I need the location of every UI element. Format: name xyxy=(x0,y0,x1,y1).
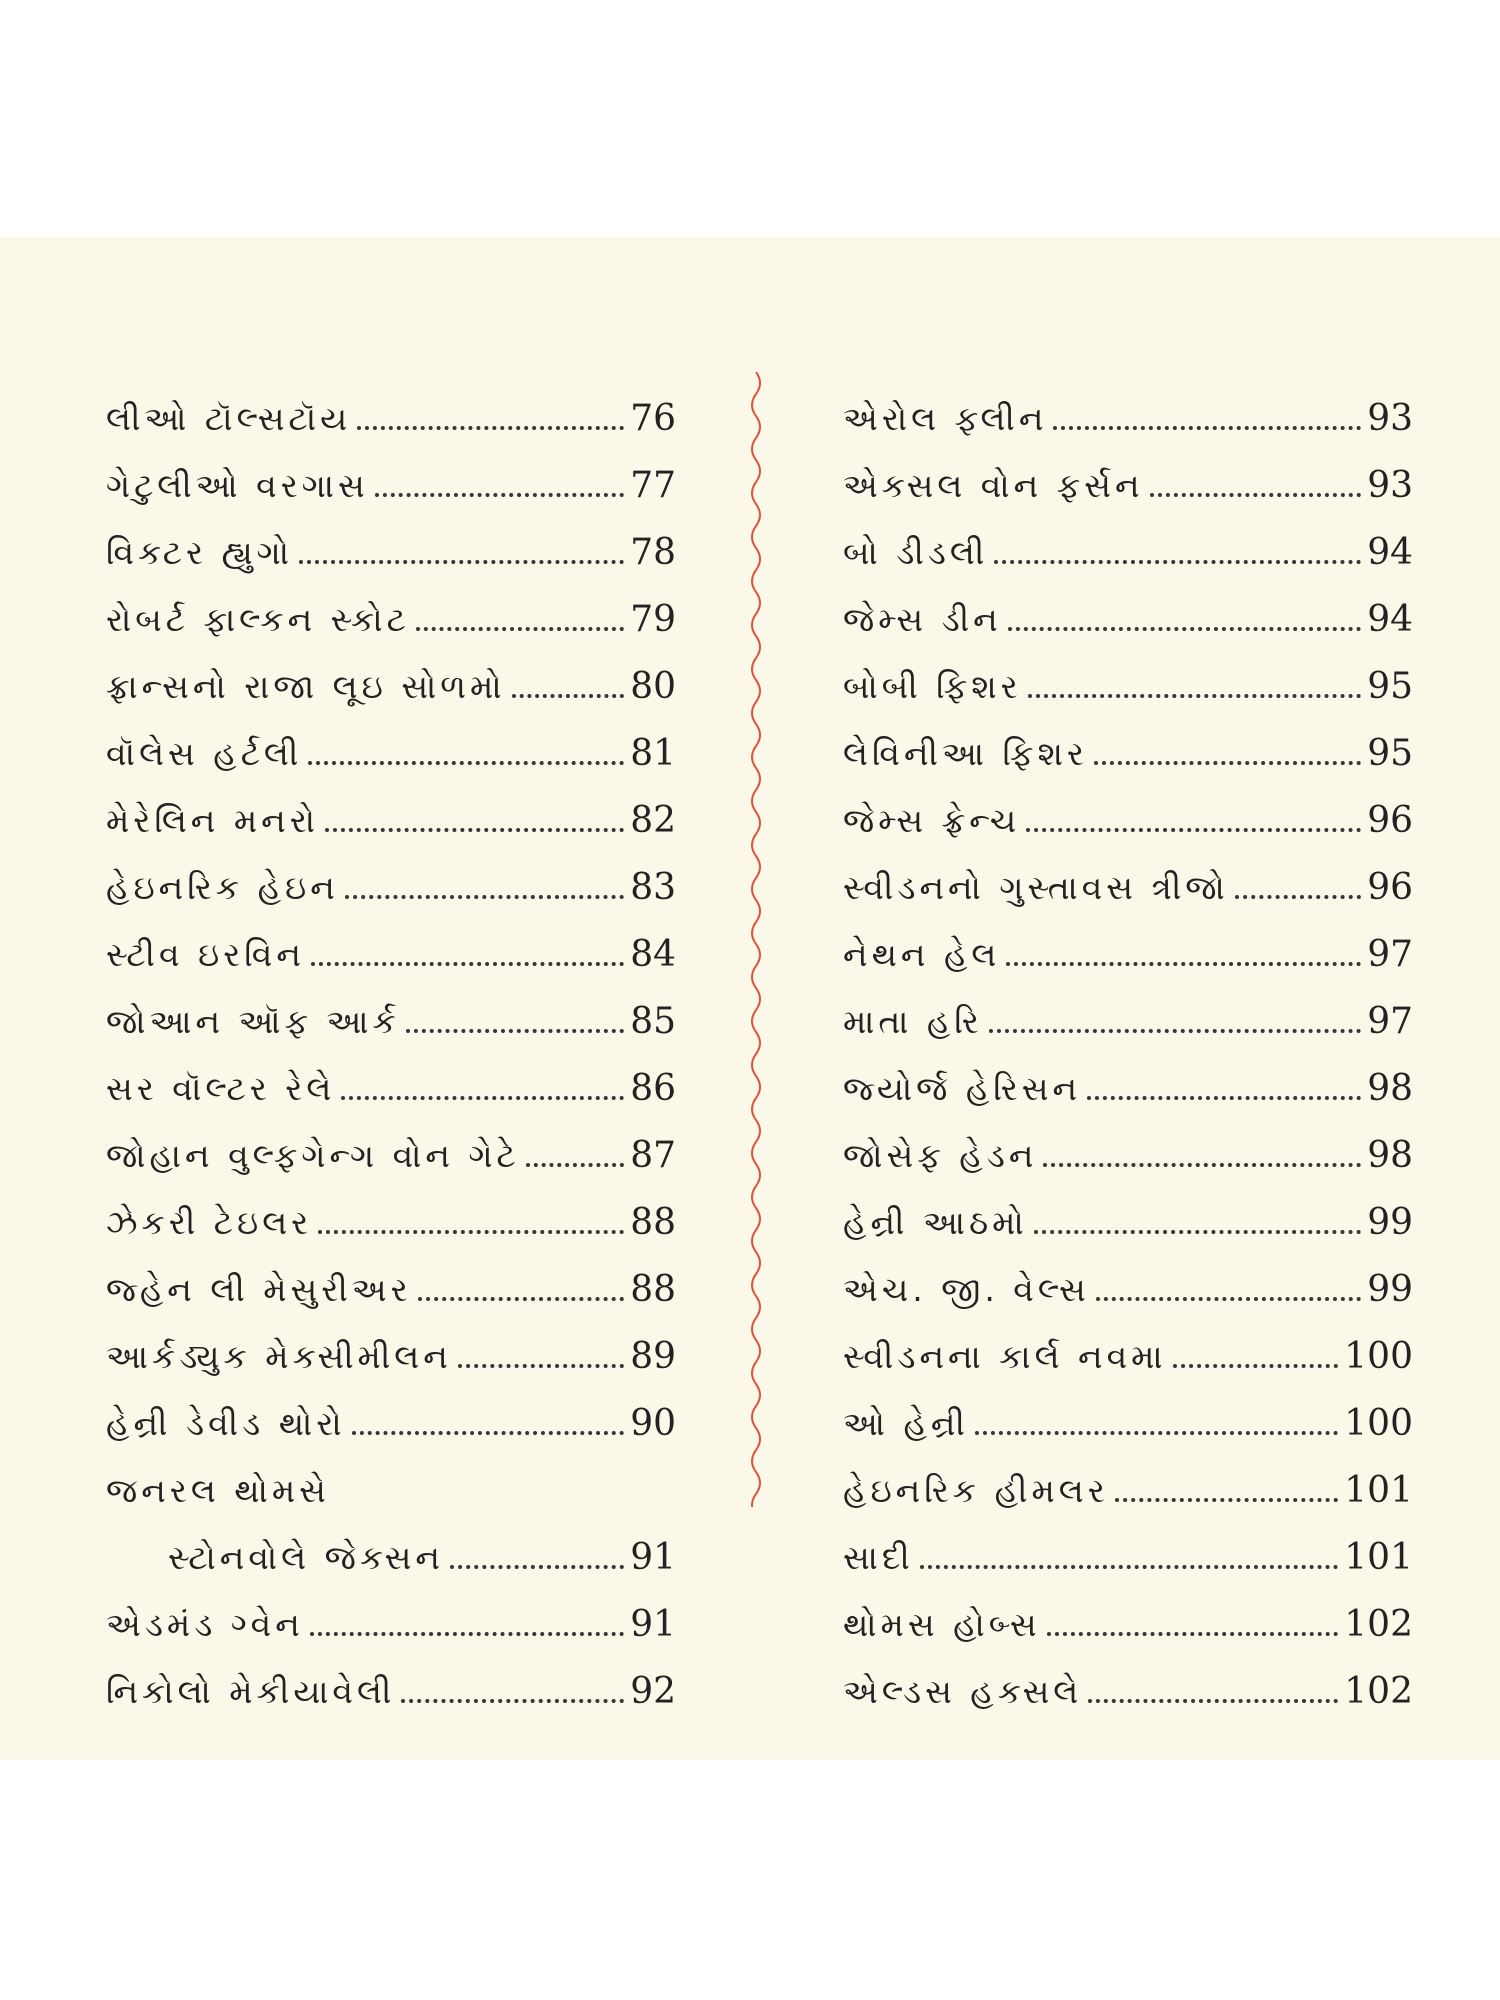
page-number: 95 xyxy=(1367,666,1413,707)
toc-entry xyxy=(843,841,1413,908)
toc-entry xyxy=(843,1511,1413,1578)
leader-dots xyxy=(989,1029,1361,1033)
page-number: 92 xyxy=(630,1671,676,1712)
entry-title: જેમ્સ ડીન xyxy=(843,600,1002,639)
leader-dots xyxy=(318,1230,624,1234)
entry-title: હેન્રી ડેવીડ થોરો xyxy=(106,1404,346,1443)
leader-dots xyxy=(341,1096,624,1100)
page-number: 88 xyxy=(630,1202,676,1243)
leader-dots xyxy=(311,962,624,966)
entry-title: એચ. જી. વેલ્સ xyxy=(843,1270,1090,1309)
page-number: 99 xyxy=(1367,1269,1413,1310)
page-number: 91 xyxy=(630,1537,676,1578)
toc-entry xyxy=(843,1243,1413,1310)
toc-entry xyxy=(106,1377,676,1444)
leader-dots xyxy=(1043,1163,1361,1167)
toc-entry xyxy=(843,774,1413,841)
toc-entry xyxy=(843,439,1413,506)
entry-title: એક્સલ વોન ફર્સન xyxy=(843,466,1144,505)
entry-title: મેરેલિન મનરો xyxy=(106,801,320,840)
entry-title: લેવિનીઆ ફિશર xyxy=(843,734,1088,773)
toc-entry xyxy=(106,774,676,841)
leader-dots xyxy=(310,1632,624,1636)
toc-entry xyxy=(843,1444,1413,1511)
page-number: 76 xyxy=(630,398,676,439)
leader-dots xyxy=(352,1431,625,1435)
toc-entry xyxy=(106,1444,676,1511)
toc-entry xyxy=(843,1176,1413,1243)
page-number: 85 xyxy=(630,1001,676,1042)
entry-title: ઝેકરી ટેઇલર xyxy=(106,1203,313,1242)
page-number: 79 xyxy=(630,599,676,640)
book-page xyxy=(0,237,1500,1760)
leader-dots xyxy=(416,627,624,631)
page-number: 94 xyxy=(1367,599,1413,640)
page-number: 94 xyxy=(1367,532,1413,573)
leader-dots xyxy=(401,1699,624,1703)
page-number: 97 xyxy=(1367,934,1413,975)
entry-title: એલ્ડસ હક્સલે xyxy=(843,1672,1083,1711)
toc-entry xyxy=(106,975,676,1042)
page-number: 102 xyxy=(1344,1671,1413,1712)
page-number: 87 xyxy=(630,1135,676,1176)
page-number: 100 xyxy=(1344,1403,1413,1444)
leader-dots xyxy=(418,1297,625,1301)
toc-entry xyxy=(843,573,1413,640)
leader-dots xyxy=(1087,1096,1361,1100)
entry-title: નિકોલો મેકીયાવેલી xyxy=(106,1672,396,1711)
page-number: 84 xyxy=(630,934,676,975)
entry-title: ગેટુલીઓ વરગાસ xyxy=(106,466,369,505)
page-number: 99 xyxy=(1367,1202,1413,1243)
toc-entry xyxy=(106,439,676,506)
toc-entry xyxy=(843,1645,1413,1712)
page-number: 93 xyxy=(1367,398,1413,439)
toc-entry xyxy=(106,1042,676,1109)
leader-dots xyxy=(1006,962,1361,966)
toc-entry xyxy=(106,841,676,908)
toc-right-column xyxy=(843,372,1413,1712)
entry-title: જોઆન ઑફ આર્ક xyxy=(106,1002,400,1041)
toc-entry xyxy=(106,1578,676,1645)
page-number: 80 xyxy=(630,666,676,707)
page-number: 86 xyxy=(630,1068,676,1109)
leader-dots xyxy=(920,1565,1339,1569)
entry-title: હેઇનરિક હીમલર xyxy=(843,1471,1109,1510)
leader-dots xyxy=(1047,1632,1339,1636)
toc-entry xyxy=(843,372,1413,439)
page-number: 93 xyxy=(1367,465,1413,506)
entry-title: માતા હરિ xyxy=(843,1002,983,1041)
entry-title: સ્વીડનનો ગુસ્તાવસ ત્રીજો xyxy=(843,868,1229,907)
toc-entry xyxy=(106,506,676,573)
toc-entry xyxy=(106,1109,676,1176)
entry-title: જોહાન વુલ્ફગેન્ગ વોન ગેટે xyxy=(106,1136,520,1175)
leader-dots xyxy=(308,761,624,765)
page-number: 90 xyxy=(630,1403,676,1444)
leader-dots xyxy=(345,895,624,899)
leader-dots xyxy=(450,1565,624,1569)
entry-title: આર્કડ્યુક મેક્સીમીલન xyxy=(106,1337,452,1376)
page-number: 96 xyxy=(1367,867,1413,908)
entry-title: જોસેફ હેડન xyxy=(843,1136,1038,1175)
leader-dots xyxy=(1088,1699,1338,1703)
toc-entry xyxy=(843,908,1413,975)
leader-dots xyxy=(1026,828,1361,832)
page-number: 98 xyxy=(1367,1068,1413,1109)
page-number: 77 xyxy=(630,465,676,506)
toc-entry xyxy=(106,1176,676,1243)
leader-dots xyxy=(1008,627,1361,631)
toc-entry xyxy=(106,908,676,975)
page-number: 95 xyxy=(1367,733,1413,774)
page-number: 78 xyxy=(630,532,676,573)
entry-title: થોમસ હોબ્સ xyxy=(843,1605,1041,1644)
leader-dots xyxy=(375,493,625,497)
toc-entry xyxy=(106,1511,676,1578)
leader-dots xyxy=(1150,493,1362,497)
toc-entry xyxy=(106,573,676,640)
page-number: 91 xyxy=(630,1604,676,1645)
entry-title: જ્યોર્જ હેરિસન xyxy=(843,1069,1082,1108)
toc-entry xyxy=(106,640,676,707)
page-number: 98 xyxy=(1367,1135,1413,1176)
leader-dots xyxy=(1094,761,1361,765)
toc-entry xyxy=(843,1109,1413,1176)
page-number: 100 xyxy=(1344,1336,1413,1377)
page-number: 102 xyxy=(1344,1604,1413,1645)
entry-title: હેઇનરિક હેઇન xyxy=(106,868,339,907)
toc-entry xyxy=(843,1042,1413,1109)
toc-entry xyxy=(843,506,1413,573)
page-number: 101 xyxy=(1344,1470,1413,1511)
entry-title: બોબી ફિશર xyxy=(843,667,1022,706)
page-number: 97 xyxy=(1367,1001,1413,1042)
entry-title: એડમંડ ગ્વેન xyxy=(106,1605,304,1644)
leader-dots xyxy=(1173,1364,1339,1368)
toc-entry xyxy=(106,1645,676,1712)
leader-dots xyxy=(512,694,625,698)
toc-entry xyxy=(843,707,1413,774)
entry-title: જનરલ થોમસે xyxy=(106,1471,330,1510)
toc-left-column xyxy=(106,372,676,1712)
leader-dots xyxy=(406,1029,624,1033)
entry-title: સાદી xyxy=(843,1538,914,1577)
leader-dots xyxy=(458,1364,624,1368)
entry-title: રોબર્ટ ફાલ્કન સ્કોટ xyxy=(106,600,410,639)
page-number: 89 xyxy=(630,1336,676,1377)
entry-title: નેથન હેલ xyxy=(843,935,1001,974)
toc-entry xyxy=(843,640,1413,707)
page-number: 82 xyxy=(630,800,676,841)
toc-entry xyxy=(106,372,676,439)
entry-title: બો ડીડલી xyxy=(843,533,989,572)
entry-title: લીઓ ટૉલ્સટૉય xyxy=(106,399,352,438)
leader-dots xyxy=(357,426,624,430)
toc-entry xyxy=(843,1578,1413,1645)
leader-dots xyxy=(1034,1230,1361,1234)
entry-title: સર વૉલ્ટર રેલે xyxy=(106,1069,336,1108)
toc-entry xyxy=(106,1243,676,1310)
leader-dots xyxy=(1028,694,1361,698)
toc-entry xyxy=(843,1377,1413,1444)
toc-entry xyxy=(843,975,1413,1042)
toc-entry xyxy=(106,707,676,774)
entry-title: જ્હેન લી મેસુરીઅર xyxy=(106,1270,412,1309)
leader-dots xyxy=(526,1163,624,1167)
toc-entry xyxy=(843,1310,1413,1377)
leader-dots xyxy=(1053,426,1361,430)
leader-dots xyxy=(1235,895,1361,899)
toc-entry xyxy=(106,1310,676,1377)
entry-title: વિક્ટર હ્યુગો xyxy=(106,533,293,572)
entry-title: જેમ્સ ફ્રેન્ચ xyxy=(843,801,1021,840)
entry-title: એરોલ ફ્લીન xyxy=(843,399,1048,438)
page-number: 101 xyxy=(1344,1537,1413,1578)
entry-title: ફ્રાન્સનો રાજા લૂઇ સોળમો xyxy=(106,667,506,706)
entry-title: વૉલેસ હર્ટલી xyxy=(106,734,303,773)
leader-dots xyxy=(1096,1297,1361,1301)
leader-dots xyxy=(299,560,624,564)
page-number: 96 xyxy=(1367,800,1413,841)
entry-title: સ્વીડનના કાર્લ નવમા xyxy=(843,1337,1167,1376)
entry-title: સ્ટોનવોલે જેક્સન xyxy=(168,1538,444,1577)
page-number: 81 xyxy=(630,733,676,774)
leader-dots xyxy=(1115,1498,1338,1502)
page-number: 88 xyxy=(630,1269,676,1310)
entry-title: ઓ હેન્રી xyxy=(843,1404,969,1443)
leader-dots xyxy=(994,560,1361,564)
leader-dots xyxy=(975,1431,1338,1435)
wavy-divider xyxy=(744,372,768,1507)
page-number: 83 xyxy=(630,867,676,908)
leader-dots xyxy=(325,828,624,832)
entry-title: સ્ટીવ ઇરવિન xyxy=(106,935,305,974)
entry-title: હેન્રી આઠમો xyxy=(843,1203,1028,1242)
